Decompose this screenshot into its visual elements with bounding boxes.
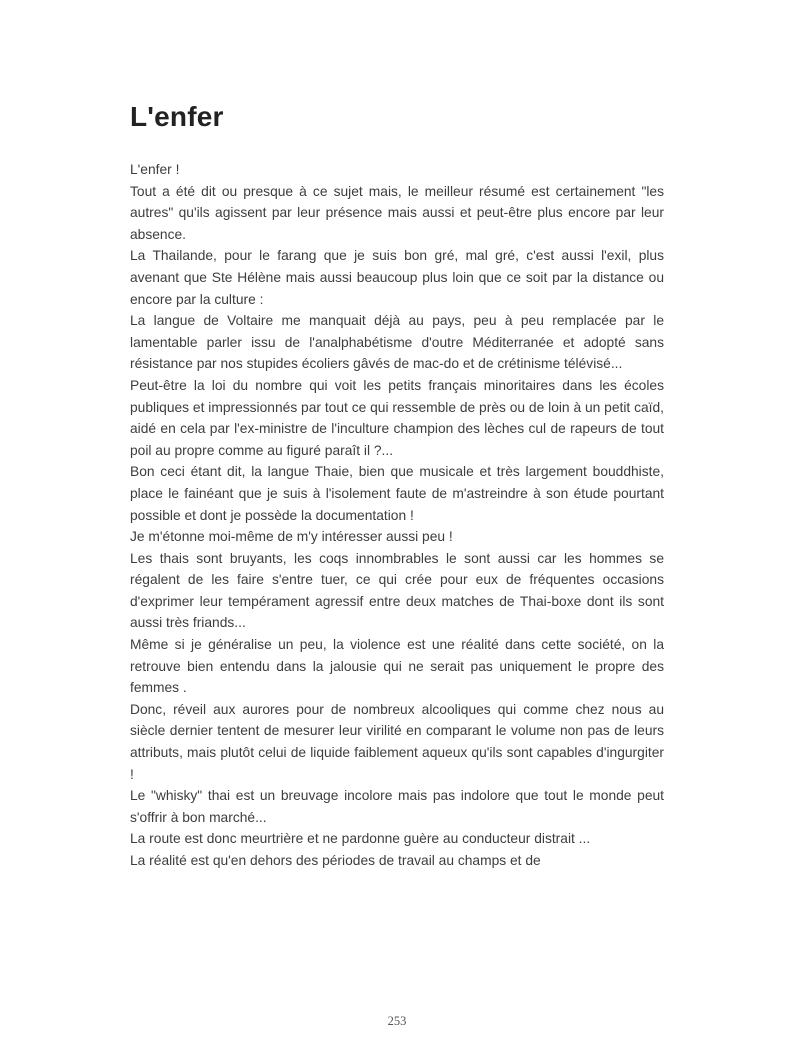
paragraph: Les thais sont bruyants, les coqs innombrables le sont aussi car les hommes se régalent de les faire s'entre tuer, ce qui crée pour eux de fréquentes occasions d'exprimer leur tempérament agressif entre deux matches de Thai-boxe dont ils sont aussi très friands... [130, 550, 664, 631]
document-page [130, 0, 664, 872]
paragraph: La langue de Voltaire me manquait déjà au pays, peu à peu remplacée par le lamentable parler issu de l'analphabétisme d'outre Méditerranée et adopté sans résistance par nos stupides écoliers gâvés de mac-do et de crétinisme télévisé... [130, 313, 664, 372]
paragraph: Donc, réveil aux aurores pour de nombreux alcooliques qui comme chez nous au siècle dernier tentent de mesurer leur virilité en comparant le volume non pas de leurs attributs, mais plutôt celui de liquide faiblement aqueux qu'ils sont capables d'ingurgiter ! [130, 701, 664, 782]
paragraph: Le "whisky" thai est un breuvage incolore mais pas indolore que tout le monde peut s'offrir à bon marché... [130, 788, 664, 825]
paragraph: La réalité est qu'en dehors des périodes de travail au champs et de [130, 853, 541, 868]
paragraph: Peut-être la loi du nombre qui voit les petits français minoritaires dans les écoles publiques et impressionnés par tout ce qui ressemble de près ou de loin à un petit caïd, aidé en cela par l'ex-ministre de l'inculture champion des lèches cul de rapeurs de tout poil au propre comme au figuré paraît il ?... [130, 377, 664, 458]
paragraph: Je m'étonne moi-même de m'y intéresser aussi peu ! [130, 529, 453, 545]
paragraph: Bon ceci étant dit, la langue Thaie, bien que musicale et très largement bouddhiste, place le fainéant que je suis à l'isolement faute de m'astreindre à son étude pourtant possible et dont je possède la documentation ! [130, 464, 664, 523]
paragraph: Tout a été dit ou presque à ce sujet mais, le meilleur résumé est certainement "les autres" qu'ils agissent par leur présence mais aussi et peut-être plus encore par leur absence. [130, 183, 664, 242]
page-number: 253 [387, 1014, 407, 1028]
paragraph: La Thailande, pour le farang que je suis bon gré, mal gré, c'est aussi l'exil, plus avenant que Ste Hélène mais aussi beaucoup plus loin que ce soit par la distance ou encore par la culture : [130, 248, 664, 307]
page-title: L'enfer [130, 101, 224, 132]
body-text [130, 159, 664, 872]
paragraph: Même si je généralise un peu, la violence est une réalité dans cette société, on la retrouve bien entendu dans la jalousie qui ne serait pas uniquement le propre des femmes . [130, 637, 664, 696]
paragraph: La route est donc meurtrière et ne pardonne guère au conducteur distrait ... [130, 831, 591, 847]
paragraph: L'enfer ! [130, 162, 180, 177]
